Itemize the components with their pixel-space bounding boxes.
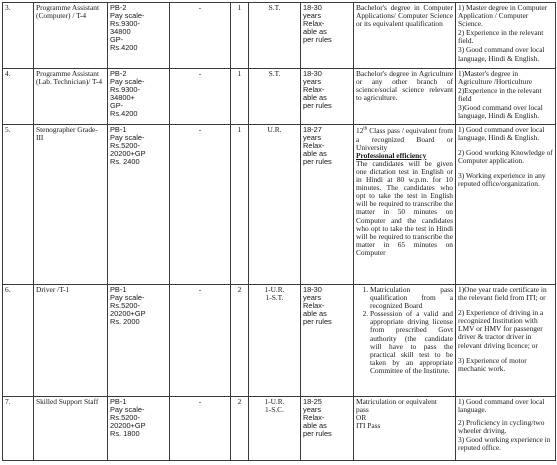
post-name: Programme Assistant (Lab. Technician)/ T-4	[34, 69, 108, 125]
pay-scale: PB-1 Pay scale- Rs.5200- 20200+GP Rs. 2000	[108, 285, 170, 397]
number-of-posts: 2	[231, 397, 249, 461]
pay-scale: PB-2 Pay scale- Rs.9300- 34800+ GP- Rs.4200	[108, 69, 170, 125]
category: U.R.	[249, 125, 301, 285]
essential-qualification: Bachelor's degree in Agriculture or any other branch of science/social science relevant to agriculture.	[354, 69, 456, 125]
desirable-qualification: 1) Good command over local language. 2) Proficiency in cycling/two wheeler driving. 3) Good working experience in reputed office.	[456, 397, 556, 461]
number-of-posts: 1	[231, 125, 249, 285]
post-name: Driver /T-1	[34, 285, 108, 397]
number-of-posts: 2	[231, 285, 249, 397]
column-3-value: -	[170, 397, 231, 461]
desirable-qualification: 1)Master's degree in Agriculture /Horticulture 2)Experience in the relevant field 3)Good command over local language, Hindi & English.	[456, 69, 556, 125]
category: 1-U.R. 1-S.T.	[249, 285, 301, 397]
serial-number: 7.	[3, 397, 34, 461]
post-name: Programme Assistant (Computer) / T-4	[34, 3, 108, 69]
column-3-value: -	[170, 69, 231, 125]
table-row	[3, 397, 556, 461]
desirable-qualification: 1) Master degree in Computer Application / Computer Science. 2) Experience in the relevant field. 3) Good command over local language, Hindi & English.	[456, 3, 556, 69]
essential-qualification: Bachelor's degree in Computer Applications/ Computer Science or its equivalent qualification	[354, 3, 456, 69]
age-limit: 18-30 years Relax- able as per rules	[301, 69, 354, 125]
category: 1-U.R. 1-S.C.	[249, 397, 301, 461]
pay-scale: PB-1 Pay scale- Rs.5200- 20200+GP Rs. 2400	[108, 125, 170, 285]
serial-number: 4.	[3, 69, 34, 125]
age-limit: 18-30 years Relax- able as per rules	[301, 285, 354, 397]
pay-scale: PB-1 Pay scale- Rs.5200- 20200+GP Rs. 1800	[108, 397, 170, 461]
post-name: Stenographer Grade-III	[34, 125, 108, 285]
desirable-qualification: 1)One year trade certificate in the relevant field from ITI; or 2) Experience of driving in a recognized Institution with LMV or HMV for passenger driver & tractor driver in relevant driving licence; or 3) Experience of motor mechanic work.	[456, 285, 556, 397]
desirable-qualification: 1) Good command over local language, Hindi & English. 2) Good working Knowledge of Computer application. 3) Working experience in any reputed office/organization.	[456, 125, 556, 285]
essential-condition: 2. Possession of a valid and appropriate driving license from prescribed Govt authority (the candidate will have to pass the practical skill test to be taken by an appropriate Committee of the Institute.	[370, 310, 453, 375]
category: S.T.	[249, 69, 301, 125]
table-row	[3, 285, 556, 397]
serial-number: 6.	[3, 285, 34, 397]
pay-scale: PB-2 Pay scale- Rs.9300- 34800 GP- Rs.4200	[108, 3, 170, 69]
essential-qualification: Matriculation or equivalent pass OR ITI Pass	[354, 397, 456, 461]
number-of-posts: 1	[231, 69, 249, 125]
table-row	[3, 125, 556, 285]
serial-number: 3.	[3, 3, 34, 69]
essential-body: The candidates will be given one dictation test in English or in Hindi at 80 w.p.m. for 10 minutes. The candidates who opt to take the test in English will be required to transcribe the matter in 50 minutes on Computer and the candidates who opt to take the test in Hindi will be required to transcribe the matter in 65 minutes on Computer	[356, 158, 453, 257]
column-3-value: -	[170, 125, 231, 285]
recruitment-table	[2, 2, 556, 461]
essential-qualification	[354, 125, 456, 285]
professional-efficiency-heading: Professional efficiency	[356, 150, 427, 160]
post-name: Skilled Support Staff	[34, 397, 108, 461]
essential-condition: 1. Matriculation pass qualification from a recognized Board	[370, 286, 453, 310]
essential-qualification	[354, 285, 456, 397]
column-3-value: -	[170, 285, 231, 397]
serial-number: 5.	[3, 125, 34, 285]
age-limit: 18-25 years Relax- able as per rules	[301, 397, 354, 461]
table-row	[3, 3, 556, 69]
category: S.T.	[249, 3, 301, 69]
age-limit: 18-30 years Relax- able as per rules	[301, 3, 354, 69]
column-3-value: -	[170, 3, 231, 69]
table-row	[3, 69, 556, 125]
number-of-posts: 1	[231, 3, 249, 69]
essential-intro: 12th Class pass / equivalent from a recognized Board or University	[356, 126, 453, 152]
age-limit: 18-27 years Relax- able as per rules	[301, 125, 354, 285]
